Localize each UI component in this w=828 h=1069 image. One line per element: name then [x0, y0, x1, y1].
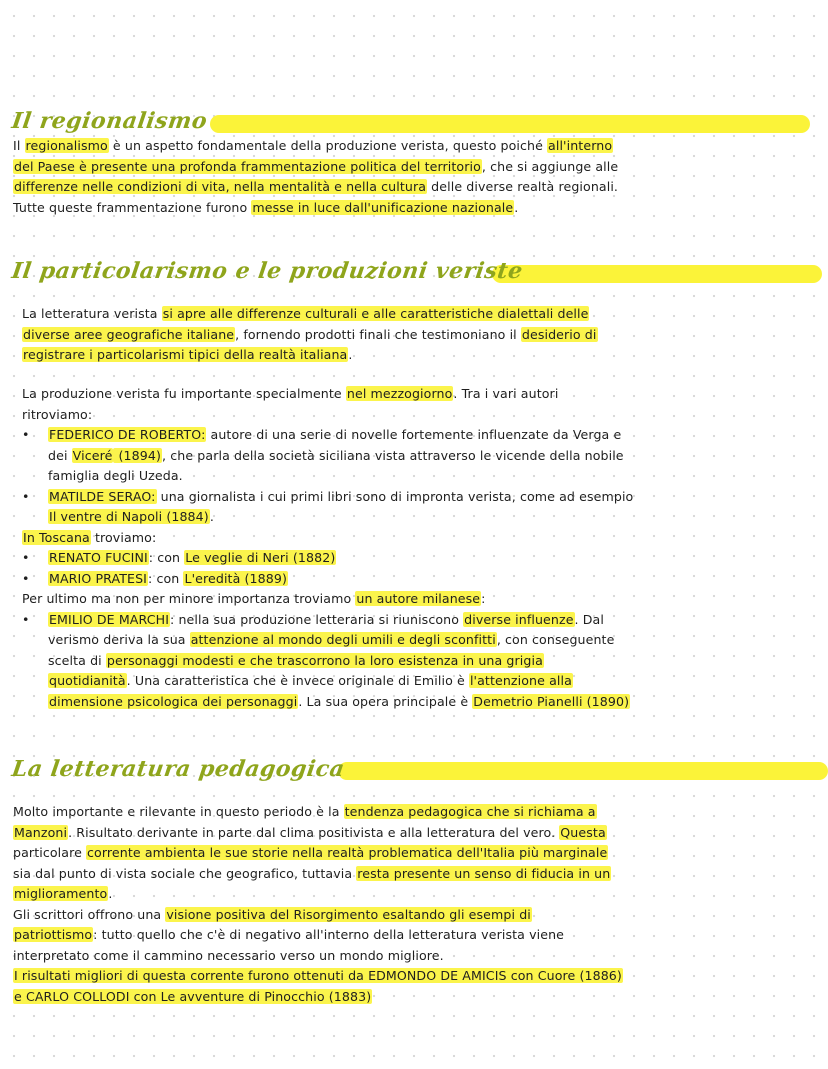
bullet-continuation: [22, 466, 633, 487]
highlighted-text: resta presente un senso di fiducia in un: [357, 865, 611, 881]
highlighted-text: MATILDE SERAO:: [49, 488, 156, 504]
text-segment: : con: [148, 550, 185, 565]
highlighted-text: dimensione psicologica dei personaggi: [49, 693, 298, 709]
text-segment: . Risultato derivante in parte dal clima positivista e alla letteratura del vero.: [68, 824, 560, 840]
text-segment: :: [481, 591, 486, 606]
bullet-icon: •: [22, 550, 30, 565]
text-line: [22, 589, 633, 610]
heading-particolarismo: Il particolarismo e le produzioni veriste: [10, 258, 525, 284]
text-line: [13, 966, 623, 987]
text-line: [22, 325, 598, 346]
bullet-item: [22, 425, 633, 446]
text-line: [13, 823, 623, 844]
highlight-bar: [210, 115, 810, 133]
text-segment: . Dal: [574, 611, 604, 627]
highlight-bar: [492, 265, 822, 283]
text-segment: una giornalista i cui primi libri sono di impronta verista, come ad esempio: [156, 488, 634, 504]
heading-row-particolarismo: [12, 258, 822, 292]
highlighted-text: differenze nelle condizioni di vita, nella mentalità e nella cultura: [14, 179, 427, 194]
highlight-bar: [338, 762, 828, 780]
text-segment: è un aspetto fondamentale della produzione verista, questo poiché: [108, 138, 548, 153]
text-segment: La letteratura verista: [22, 306, 162, 321]
text-segment: ritroviamo:: [22, 406, 93, 422]
text-segment: Tutte queste frammentazione furono: [13, 199, 252, 215]
highlighted-text: EMILIO DE MARCHI: [49, 611, 170, 627]
highlighted-text: RENATO FUCINI: [49, 550, 148, 565]
highlighted-text: quotidianità: [49, 673, 126, 688]
highlighted-text: desiderio di: [521, 326, 597, 342]
text-segment: : con: [148, 570, 184, 586]
text-segment: , che si aggiunge alle: [481, 158, 619, 174]
bullet-continuation: [22, 692, 633, 713]
text-line: [13, 802, 623, 823]
highlighted-text: personaggi modesti e che trascorrono la loro esistenza in una grigia: [106, 652, 543, 668]
text-segment: famiglia degli Uzeda.: [48, 468, 183, 483]
paragraph-produzione-verista: [22, 384, 633, 712]
highlighted-text: un autore milanese: [356, 591, 481, 606]
bullet-icon: •: [22, 611, 30, 627]
text-segment: Per ultimo ma non per minore importanza troviamo: [22, 591, 356, 606]
highlighted-text: patriottismo: [14, 927, 93, 942]
text-line: [13, 864, 623, 885]
highlighted-text: l'attenzione alla: [469, 673, 572, 688]
text-segment: Molto importante e rilevante in questo periodo è la: [13, 804, 344, 819]
text-segment: , che parla della società siciliana vista attraverso le vicende della nobile: [162, 447, 624, 463]
heading-pedagogica: La letteratura pedagogica: [10, 756, 347, 782]
text-line: [13, 177, 618, 198]
highlighted-text: I risultati migliori di questa corrente furono ottenuti da EDMONDO DE AMICIS con Cuore (1886): [14, 968, 622, 983]
highlighted-text: miglioramento: [14, 886, 108, 901]
highlighted-text: nel mezzogiorno: [346, 386, 453, 401]
highlighted-text: Viceré: [72, 447, 113, 463]
text-segment: dei: [48, 447, 72, 463]
highlighted-text: Questa: [560, 824, 606, 840]
bullet-icon: •: [22, 570, 30, 586]
highlighted-text: registrare i particolarismi tipici della realtà italiana: [23, 347, 348, 362]
text-segment: sia dal punto di vista sociale che geografico, tuttavia: [13, 865, 357, 881]
text-segment: particolare: [13, 845, 87, 860]
bullet-item: [22, 610, 633, 631]
text-line: [13, 925, 623, 946]
highlighted-text: e CARLO COLLODI con Le avventure di Pinocchio (1883): [14, 988, 372, 1004]
highlighted-text: (1894): [114, 447, 162, 463]
paragraph-regionalismo: [13, 136, 618, 218]
bullet-continuation: [22, 446, 633, 467]
text-segment: verismo deriva la sua: [48, 632, 190, 647]
highlighted-text: regionalismo: [25, 138, 108, 153]
text-line: [22, 345, 598, 366]
highlighted-text: Le veglie di Neri (1882): [185, 550, 336, 565]
paragraph-pedagogica: [13, 802, 623, 1007]
text-line: [13, 157, 618, 178]
bullet-continuation: [22, 507, 633, 528]
text-line: [22, 384, 633, 405]
bullet-item: [22, 569, 633, 590]
heading-regionalismo: Il regionalismo: [10, 108, 209, 134]
bullet-icon: •: [22, 427, 30, 442]
text-segment: .: [209, 509, 214, 524]
text-segment: troviamo:: [90, 529, 157, 545]
highlighted-text: In Toscana: [23, 529, 90, 545]
text-segment: .: [108, 886, 113, 901]
paragraph-particolarismo-intro: [22, 304, 598, 366]
text-segment: . La sua opera principale è: [298, 693, 473, 709]
text-line: [13, 198, 618, 219]
highlighted-text: visione positiva del Risorgimento esaltando gli esempi di: [166, 906, 531, 922]
bullet-continuation: [22, 671, 633, 692]
text-line: [13, 136, 618, 157]
text-segment: , fornendo prodotti finali che testimoniano il: [235, 326, 521, 342]
highlighted-text: attenzione al mondo degli umili e degli sconfitti: [190, 632, 496, 647]
text-line: [13, 884, 623, 905]
text-line: [13, 987, 623, 1008]
text-line: [13, 946, 623, 967]
text-line: [13, 843, 623, 864]
bullet-item: [22, 487, 633, 508]
text-segment: . Una caratteristica che è invece originale di Emilio è: [126, 673, 469, 688]
text-segment: Il: [13, 138, 25, 153]
text-line: [13, 905, 623, 926]
text-segment: : tutto quello che c'è di negativo all'interno della letteratura verista viene: [93, 927, 565, 942]
bullet-continuation: [22, 630, 633, 651]
text-segment: . Tra i vari autori: [453, 386, 559, 401]
bullet-continuation: [22, 651, 633, 672]
text-line: [22, 528, 633, 549]
highlighted-text: FEDERICO DE ROBERTO:: [49, 427, 206, 442]
text-segment: scelta di: [48, 652, 106, 668]
highlighted-text: diverse influenze: [464, 611, 574, 627]
bullet-icon: •: [22, 488, 30, 504]
text-segment: autore di una serie di novelle fortemente influenzate da Verga e: [206, 427, 622, 442]
highlighted-text: diverse aree geografiche italiane: [23, 326, 235, 342]
highlighted-text: corrente ambienta le sue storie nella realtà problematica dell'Italia più marginale: [87, 845, 608, 860]
highlighted-text: MARIO PRATESI: [49, 570, 147, 586]
heading-row-pedagogica: [12, 756, 822, 790]
bullet-item: [22, 548, 633, 569]
highlighted-text: Il ventre di Napoli (1884): [49, 509, 209, 524]
text-segment: Gli scrittori offrono una: [13, 906, 166, 922]
highlighted-text: del Paese è presente una profonda frammentazione politica del territorio: [14, 158, 481, 174]
text-segment: La produzione verista fu importante specialmente: [22, 386, 346, 401]
text-segment: delle diverse realtà regionali.: [427, 179, 619, 194]
text-segment: interpretato come il cammino necessario verso un mondo migliore.: [13, 947, 444, 963]
highlighted-text: Manzoni: [14, 824, 68, 840]
highlighted-text: L'eredità (1889): [184, 570, 287, 586]
highlighted-text: messe in luce dall'unificazione nazionale: [252, 199, 514, 215]
text-segment: .: [514, 199, 519, 215]
text-segment: , con conseguente: [496, 632, 615, 647]
highlighted-text: Demetrio Pianelli (1890): [473, 693, 630, 709]
highlighted-text: all'interno: [548, 138, 613, 153]
text-segment: .: [348, 347, 353, 362]
text-line: [22, 304, 598, 325]
highlighted-text: si apre alle differenze culturali e alle caratteristiche dialettali delle: [162, 306, 589, 321]
highlighted-text: tendenza pedagogica che si richiama a: [344, 804, 596, 819]
text-segment: : nella sua produzione letteraria si riuniscono: [170, 611, 464, 627]
text-line: [22, 405, 633, 426]
